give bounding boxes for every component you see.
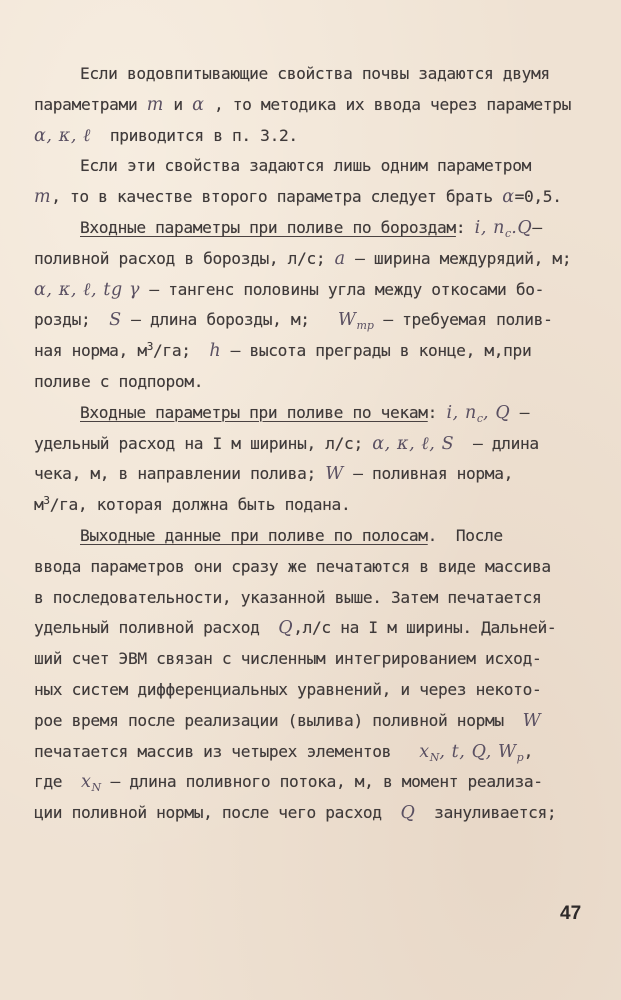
text-segment: ции поливной нормы, после чего расход [34,803,401,823]
text-segment: ная норма, м [34,341,147,361]
text-segment: зануливается; [415,803,557,823]
handwritten-symbol: Q [400,803,416,824]
text-segment: ,л/с на I м ширины. Дальней- [293,618,557,638]
handwritten-symbol: α, κ, ℓ, tg γ [34,279,141,300]
page-number: 47 [560,903,582,924]
text-line [34,341,531,363]
text-segment: /га, которая должна быть подана. [49,495,351,515]
text-line [34,588,541,608]
handwritten-symbol: h [209,341,222,362]
text-segment: чека, м, в направлении полива; [34,464,326,484]
handwritten-symbol: α, κ, ℓ, S [372,433,455,454]
handwritten-symbol: W [522,710,542,731]
text-segment: , то методика их ввода через параметры [204,94,571,114]
text-segment: – длина поливного потока, м, в момент реализа- [101,772,543,792]
text-segment: : [455,218,475,237]
handwritten-symbol: m [146,94,164,115]
text-segment: – тангенс половины угла между откосами бо- [140,279,545,299]
text-segment: поливе с подпором. [34,372,204,391]
text-line [34,434,539,454]
text-line [80,526,503,546]
text-segment: поливной расход в борозды, л/с; [34,248,335,268]
text-segment: – длина [454,433,539,453]
handwritten-symbol: N [91,781,102,795]
text-segment: удельный расход на I м ширины, л/с; [34,433,373,453]
handwritten-symbol: c [505,227,512,240]
superscript: 3 [43,494,50,508]
text-line [34,310,552,332]
handwritten-symbol: c [476,411,484,425]
handwritten-symbol: W [325,464,344,485]
text-segment: где [34,772,81,792]
text-segment: – высота преграды в конце, м,при [221,341,532,361]
text-line [34,803,556,823]
handwritten-symbol: α [502,187,515,208]
text-segment: ных систем дифференциальных уравнений, и через некото- [34,680,542,699]
handwritten-symbol: тр [356,319,374,333]
text-line [80,156,531,176]
text-line [34,557,551,577]
text-segment: параметрами [34,94,147,114]
text-segment: рое время после реализации (вылива) поливной нормы [34,710,523,730]
handwritten-symbol: N [429,750,440,764]
text-line [34,249,571,269]
handwritten-symbol: x [419,741,430,762]
text-line [34,711,541,731]
handwritten-symbol: i, n [474,218,506,238]
text-segment: /га; [153,341,210,361]
text-line [34,649,541,669]
text-segment: – длина борозды, м; [121,310,338,330]
text-segment: – [532,218,542,237]
text-segment: Если эти свойства задаются лишь одним параметром [80,156,531,176]
handwritten-symbol: Q [278,618,294,639]
text-segment: – [510,402,530,422]
text-line [34,187,562,207]
text-line [80,218,542,240]
handwritten-symbol: i, n [446,402,477,423]
handwritten-symbol: , t, Q, W [439,741,517,762]
text-line [80,403,529,425]
text-segment: – ширина междурядий, м; [345,248,572,268]
text-segment: удельный поливной расход [34,618,279,638]
text-line [34,495,350,517]
text-segment: приводится в п. 3.2. [91,125,298,145]
text-line [34,772,543,794]
handwritten-symbol: p [516,750,524,764]
handwritten-symbol: .Q [511,218,533,238]
underlined-heading: Выходные данные при поливе по полосам [80,526,428,545]
handwritten-symbol: α [192,94,205,115]
handwritten-symbol: , Q [483,402,511,423]
text-line [34,618,556,638]
superscript: 3 [146,340,154,354]
text-segment: – поливная норма, [343,464,513,484]
text-line [34,464,513,484]
handwritten-symbol: α, κ, ℓ [34,125,92,146]
handwritten-symbol: a [334,248,346,269]
text-segment: , то в качестве второго параметра следует брать [51,187,503,207]
text-segment: розды; [34,310,110,330]
handwritten-symbol: m [34,187,52,208]
text-segment: Если водовпитывающие свойства почвы задаются двумя [80,64,550,83]
underlined-heading: Входные параметры при поливе по чекам [80,402,428,422]
text-segment: м [34,495,44,515]
text-line [80,64,550,84]
text-segment: в последовательности, указанной выше. Затем печатается [34,587,542,607]
handwritten-symbol: W [337,310,357,331]
text-segment: . После [427,526,503,545]
text-line [34,680,541,700]
text-segment: ший счет ЭВМ связан с численным интегрированием исход- [34,649,542,669]
text-line [34,742,533,764]
text-line [34,126,298,146]
text-line [34,95,571,115]
text-segment: печатается массив из четырех элементов [34,741,420,761]
text-segment: ввода параметров они сразу же печатаются в виде массива [34,556,551,576]
text-segment: – требуемая полив- [373,310,553,330]
text-segment: , [523,741,534,761]
text-segment: и [163,94,193,114]
text-line [34,372,203,392]
text-line [34,280,544,300]
handwritten-symbol: x [80,772,92,793]
underlined-heading: Входные параметры при поливе по бороздам [80,218,456,237]
text-segment: : [427,402,447,422]
text-segment: =0,5. [514,187,562,207]
handwritten-symbol: S [109,310,122,331]
